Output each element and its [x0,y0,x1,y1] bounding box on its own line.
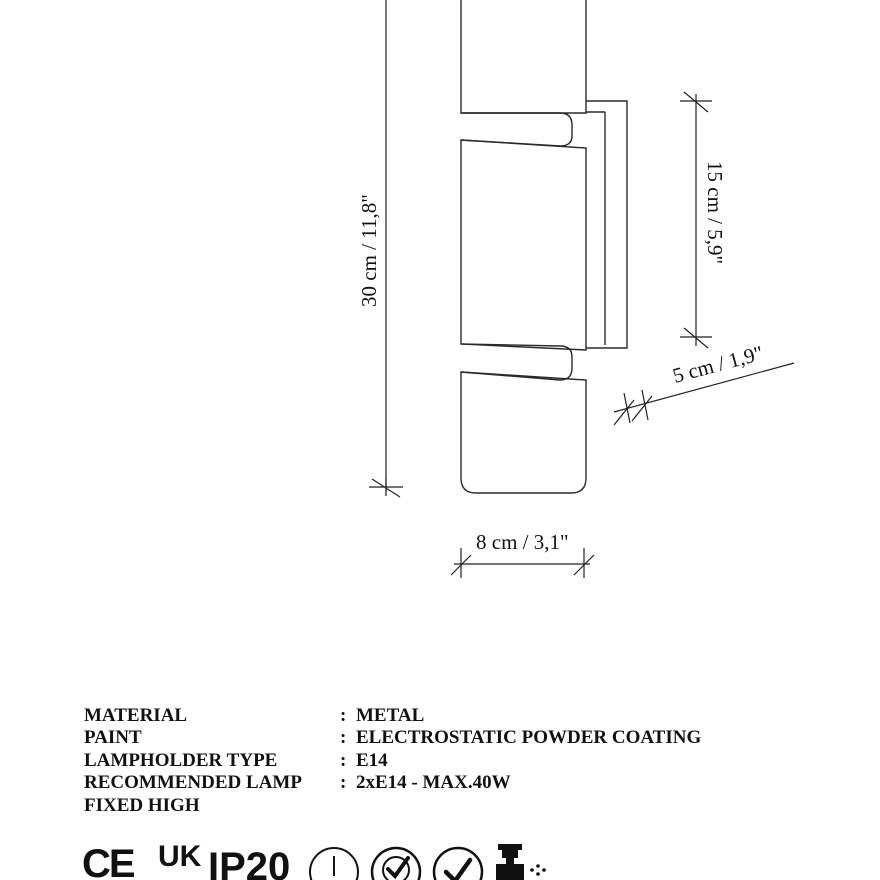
lamp-upper-section [461,0,586,113]
wall-bracket [586,101,627,348]
ce-mark-icon: CE [82,842,134,880]
spec-value: E14 [356,749,388,771]
height-dimension-label: 30 cm / 11,8" [357,194,381,307]
spec-label: RECOMMENDED LAMP [84,772,302,794]
spec-label: PAINT [84,727,142,749]
spec-separator: : [340,749,347,771]
spec-label: FIXED HIGH [84,794,200,816]
info-circle-icon [308,846,360,880]
spec-label: LAMPHOLDER TYPE [84,749,278,771]
ukca-mark-icon: UK [158,842,202,873]
ip20-rating-icon: IP20 [208,845,291,880]
spec-label: MATERIAL [84,705,188,726]
checkmark-circle-icon [432,846,484,880]
depth-dimension-label: 5 cm / 1,9" [670,340,766,388]
checkmark-badge-icon [370,846,422,880]
lamp-lower-section [461,372,586,493]
paint-spray-icon [492,842,552,880]
spec-value: METAL [356,705,425,726]
spec-separator: : [340,727,347,749]
spec-value: 2xE14 - MAX.40W [356,772,511,794]
spec-value: ELECTROSTATIC POWDER COATING [356,727,702,749]
spec-separator: : [340,705,347,726]
certification-marks [80,842,560,880]
bracket-height-dimension-label: 15 cm / 5,9" [703,161,727,265]
spec-separator: : [340,772,347,794]
lamp-lower-cutout [461,344,572,380]
width-dimension-label: 8 cm / 3,1" [476,530,569,554]
lamp-middle-section [461,140,586,350]
